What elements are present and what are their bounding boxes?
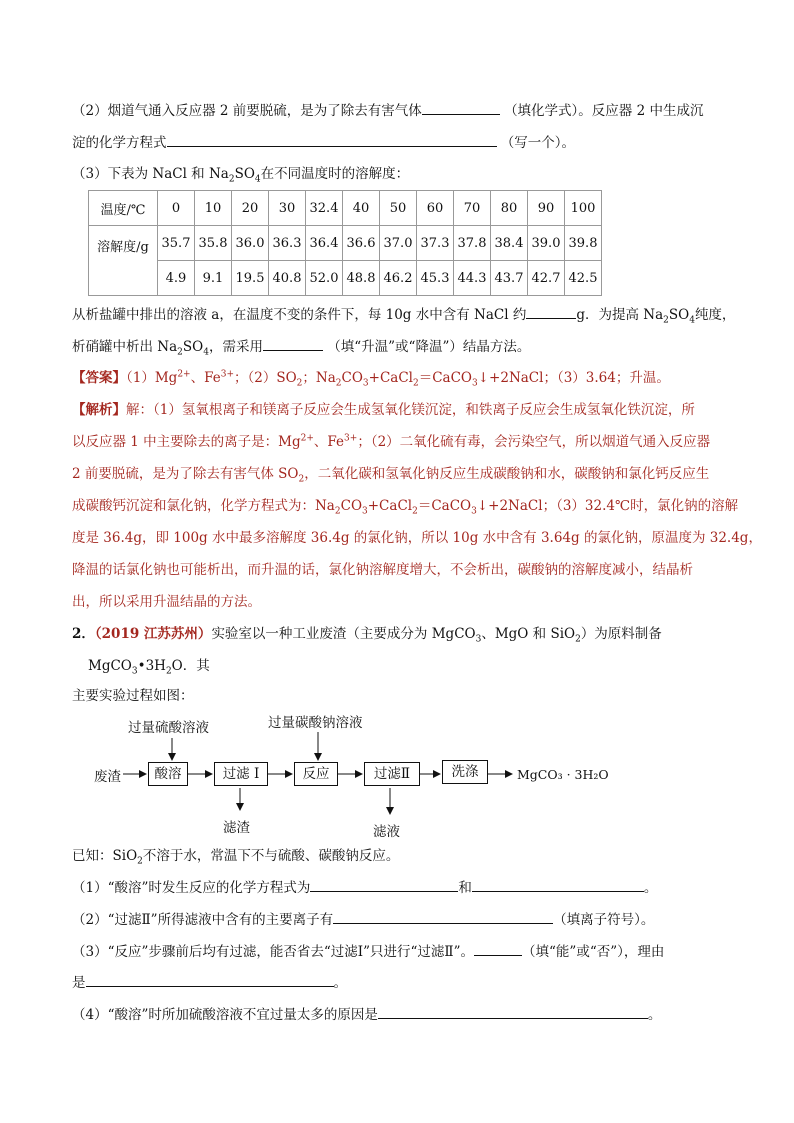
answer-blank-yes-no[interactable] (474, 941, 522, 956)
table-cell: 20 (232, 191, 269, 226)
table-cell: 52.0 (306, 261, 343, 296)
table-row-temperature (89, 191, 602, 226)
table-cell: 100 (565, 191, 602, 226)
output-residue: 滤渣 (223, 820, 250, 836)
table-cell: 36.0 (232, 226, 269, 261)
answer-blank-mass[interactable] (526, 304, 576, 319)
table-cell: 35.7 (158, 226, 195, 261)
subquestion-2: （2）“过滤Ⅱ”所得滤液中含有的主要离子有 （填离子符号）。 (72, 909, 654, 930)
analysis-line-3: 2 前要脱硫，是为了除去有害气体 $SO_2$，二氧化碳和氢氧化钠反应生成碳酸钠和水，碳酸钠和氯化钙反应生 (72, 466, 710, 485)
step-acid-dissolve: 酸溶 (148, 762, 188, 786)
answer-blank-reason[interactable] (86, 972, 334, 987)
answer-blank-method[interactable] (263, 336, 323, 351)
table-header-temperature: 温度/℃ (89, 191, 158, 226)
analysis-line-2: 以反应器 1 中主要除去的离子是：$Mg^{2+}$、$Fe^{3+}$；（2）二氧化硫有毒，会污染空气，所以烟道气通入反应器 (72, 433, 711, 450)
flow-product: MgCO₃ · 3H₂O (517, 767, 609, 782)
q2-line-2: 淀的化学方程式 （写一个）。 (72, 132, 575, 153)
table-cell: 46.2 (380, 261, 417, 296)
known-note: 已知：SiO$_2$不溶于水，常温下不与硫酸、碳酸钠反应。 (72, 848, 400, 867)
table-cell: 37.8 (454, 226, 491, 261)
table-cell: 10 (195, 191, 232, 226)
table-cell: 40.8 (269, 261, 306, 296)
question-2-line-3: 主要实验过程如图： (72, 688, 194, 704)
table-cell: 48.8 (343, 261, 380, 296)
table-cell: 39.8 (565, 226, 602, 261)
table-cell: 42.5 (565, 261, 602, 296)
flow-start: 废渣 (94, 769, 121, 785)
analysis-line-1: 【解析】解：（1）氢氧根离子和镁离子反应会生成氢氧化镁沉淀，和铁离子反应会生成氢氧化铁沉淀，所 (72, 402, 695, 418)
q3-intro: （3）下表为 NaCl 和 $Na_2SO_4$在不同温度时的溶解度： (72, 166, 410, 185)
table-cell: 19.5 (232, 261, 269, 296)
answer-blank-gas[interactable] (422, 100, 500, 115)
analysis-line-6: 降温的话氯化钠也可能析出，而升温的话，氯化钠溶解度增大，不会析出，碳酸钠的溶解度减小，结晶析 (72, 562, 693, 578)
q2-line-1: （2）烟道气通入反应器 2 前要脱硫，是为了除去有害气体 （填化学式）。反应器 2 中生成沉 (72, 100, 703, 121)
table-cell: 36.6 (343, 226, 380, 261)
table-cell: 9.1 (195, 261, 232, 296)
question-source: （2019 江苏苏州） (94, 626, 212, 642)
analysis-line-5: 度是 36.4g，即 100g 水中最多溶解度 36.4g 的氯化钠，所以 10g 水中含有 3.64g 的氯化钠，原温度为 32.4g， (72, 530, 762, 546)
table-cell: 4.9 (158, 261, 195, 296)
table-cell: 50 (380, 191, 417, 226)
answer-blank-excess-reason[interactable] (378, 1004, 648, 1019)
subquestion-4: （4）“酸溶”时所加硫酸溶液不宜过量太多的原因是 。 (72, 1004, 661, 1025)
subquestion-3-line-2: 是 。 (72, 972, 347, 993)
solubility-table (88, 190, 602, 296)
answer-blank-equation[interactable] (167, 132, 497, 147)
table-cell: 37.0 (380, 226, 417, 261)
table-cell: 30 (269, 191, 306, 226)
question-2-line-2: $MgCO_3•3H_2O$．其 (88, 658, 210, 677)
reagent-sodium-carbonate: 过量碳酸钠溶液 (268, 715, 363, 731)
table-cell: 36.4 (306, 226, 343, 261)
table-row-na2so4 (89, 261, 602, 296)
output-filtrate: 滤液 (373, 824, 400, 840)
table-cell: 38.4 (491, 226, 528, 261)
q3-after-line-2: 析硝罐中析出 $Na_2SO_4$，需采用 （填“升温”或“降温”）结晶方法。 (72, 336, 530, 357)
q3-after-line-1: 从析盐罐中排出的溶液 a，在温度不变的条件下，每 10g 水中含有 NaCl 约 g．为提高 $Na_2SO_4$纯度， (72, 304, 735, 325)
subquestion-1: （1）“酸溶”时发生反应的化学方程式为 和 。 (72, 877, 657, 898)
table-cell: 43.7 (491, 261, 528, 296)
table-cell: 36.3 (269, 226, 306, 261)
table-cell: 0 (158, 191, 195, 226)
table-row-nacl (89, 226, 602, 261)
table-cell: 44.3 (454, 261, 491, 296)
analysis-line-7: 出，所以采用升温结晶的方法。 (72, 594, 261, 610)
answer-line: 【答案】$(1)Mg^{2+}$、$Fe^{3+}$；$(2)SO_2$；$Na_2CO_3+CaCl_2=CaCO_3↓+2NaCl$；（3）3.64；升温。 (72, 369, 670, 389)
table-cell: 80 (491, 191, 528, 226)
answer-blank-eq1[interactable] (310, 877, 458, 892)
answer-blank-ions[interactable] (333, 909, 553, 924)
analysis-line-4: 成碳酸钙沉淀和氯化钠，化学方程式为：$Na_2CO_3+CaCl_2=CaCO_3↓+2NaCl$；（3）32.4℃时，氯化钠的溶解 (72, 498, 739, 517)
table-cell: 90 (528, 191, 565, 226)
table-cell: 32.4 (306, 191, 343, 226)
step-filter-2: 过滤Ⅱ (364, 762, 420, 786)
question-2-line-1: 2．（2019 江苏苏州）实验室以一种工业废渣（主要成分为 MgCO$_3$、MgO 和 SiO$_2$）为原料制备 (72, 626, 662, 645)
table-cell: 42.7 (528, 261, 565, 296)
table-cell: 60 (417, 191, 454, 226)
table-cell: 37.3 (417, 226, 454, 261)
table-cell: 39.0 (528, 226, 565, 261)
step-reaction: 反应 (294, 762, 338, 786)
table-cell: 45.3 (417, 261, 454, 296)
table-cell: 40 (343, 191, 380, 226)
reagent-sulfuric-acid: 过量硫酸溶液 (128, 720, 209, 736)
table-cell: 70 (454, 191, 491, 226)
table-header-solubility: 溶解度/g (89, 226, 158, 296)
subquestion-3-line-1: （3）“反应”步骤前后均有过滤，能否省去“过滤Ⅰ”只进行“过滤Ⅱ”。 （填“能”或“否”），理由 (72, 941, 664, 962)
answer-blank-eq2[interactable] (472, 877, 644, 892)
step-wash: 洗涤 (442, 760, 488, 784)
table-cell: 35.8 (195, 226, 232, 261)
step-filter-1: 过滤 I (214, 762, 268, 786)
